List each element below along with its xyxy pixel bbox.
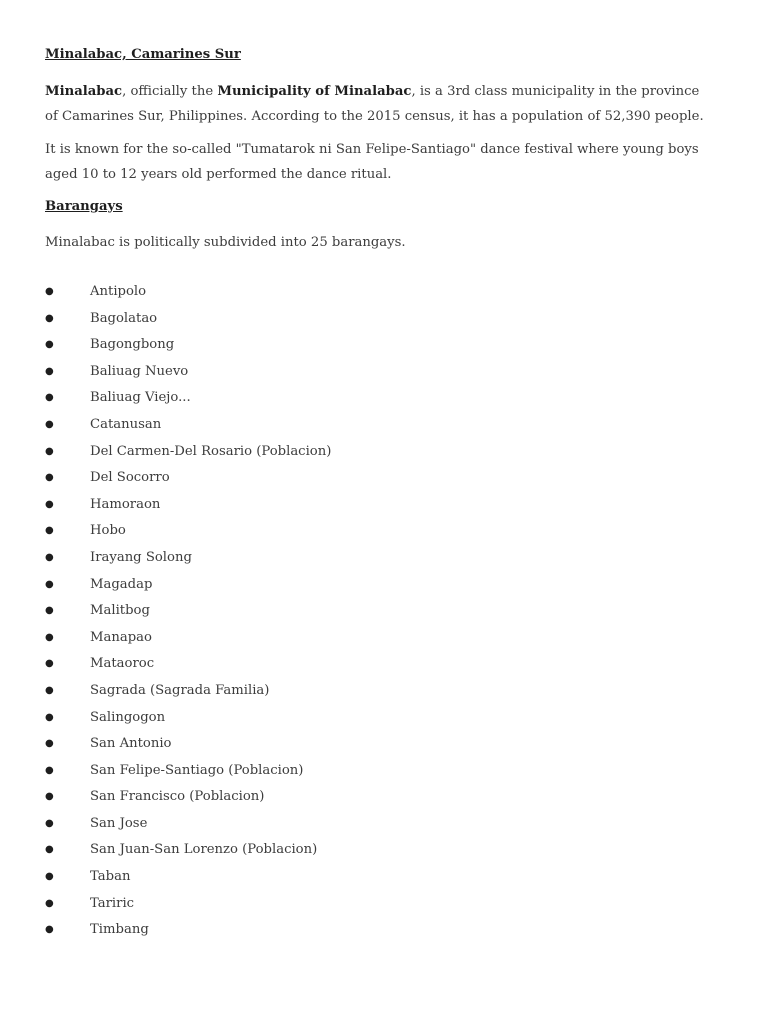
barangay-name: Catanusan — [90, 416, 162, 432]
bullet-icon: ● — [45, 551, 54, 563]
barangay-name: Irayang Solong — [90, 549, 192, 565]
barangay-name: Salingogon — [90, 709, 166, 725]
bullet-icon: ● — [45, 339, 54, 351]
bullet-icon: ● — [45, 472, 54, 484]
bullet-icon: ● — [45, 738, 54, 750]
intro-text-1: , officially the — [122, 84, 218, 99]
list-item — [45, 864, 708, 891]
barangay-name: Hobo — [90, 523, 126, 539]
barangay-name: San Juan-San Lorenzo (Poblacion) — [90, 842, 318, 858]
barangays-heading: Barangays — [45, 199, 123, 214]
list-item — [45, 811, 708, 838]
list-item — [45, 731, 708, 758]
bullet-icon: ● — [45, 312, 54, 324]
barangay-name: Bagongbong — [90, 337, 175, 353]
bullet-icon: ● — [45, 711, 54, 723]
bullet-icon: ● — [45, 418, 54, 430]
barangay-name: Timbang — [90, 922, 149, 938]
subdivision-paragraph: Minalabac is politically subdivided into 25 barangays. — [45, 235, 406, 250]
bullet-icon: ● — [45, 498, 54, 510]
bullet-icon: ● — [45, 392, 54, 404]
barangay-name: San Antonio — [90, 736, 172, 752]
list-item — [45, 385, 708, 412]
list-item — [45, 306, 708, 333]
bullet-icon: ● — [45, 658, 54, 670]
festival-paragraph: It is known for the so-called "Tumatarok ni San Felipe-Santiago" dance festival where young boys aged 10 to 12 years old performed the dance ritual. — [45, 142, 699, 182]
list-item — [45, 678, 708, 705]
barangay-name: San Felipe-Santiago (Poblacion) — [90, 762, 304, 778]
bullet-icon: ● — [45, 764, 54, 776]
barangay-name: Hamoraon — [90, 496, 161, 512]
list-item — [45, 917, 708, 944]
barangay-name: Antipolo — [90, 284, 147, 299]
barangay-name: San Francisco (Poblacion) — [90, 789, 265, 805]
list-item — [45, 891, 708, 918]
list-item — [45, 439, 708, 466]
list-item — [45, 492, 708, 519]
bullet-icon: ● — [45, 844, 54, 856]
barangay-name: Del Carmen-Del Rosario (Poblacion) — [90, 443, 332, 459]
intro-text-2: , is a 3rd class municipality in the province of Camarines Sur, Philippines. According to the 2015 census, it has a population of 52,390 people. — [45, 84, 704, 124]
list-item — [45, 518, 708, 545]
list-item — [45, 651, 708, 678]
bullet-icon: ● — [45, 286, 54, 297]
list-item — [45, 837, 708, 864]
barangay-name: Sagrada (Sagrada Familia) — [90, 682, 270, 698]
official-name: Municipality of Minalabac — [217, 84, 412, 99]
list-item — [45, 572, 708, 599]
barangay-name: Magadap — [90, 576, 153, 592]
bullet-icon: ● — [45, 445, 54, 457]
barangay-name: Baliuag Viejo... — [90, 390, 191, 406]
barangay-name: Baliuag Nuevo — [90, 363, 189, 379]
bullet-icon: ● — [45, 817, 54, 829]
list-item — [45, 758, 708, 785]
bullet-icon: ● — [45, 365, 54, 377]
bullet-icon: ● — [45, 684, 54, 696]
list-item — [45, 332, 708, 359]
barangay-name: Mataoroc — [90, 656, 155, 672]
municipality-name: Minalabac — [45, 84, 123, 99]
page-title: Minalabac, Camarines Sur — [45, 47, 241, 62]
list-item — [45, 784, 708, 811]
bullet-icon: ● — [45, 578, 54, 590]
list-item — [45, 598, 708, 625]
list-item — [45, 545, 708, 572]
barangay-name: Taban — [90, 869, 131, 885]
barangay-name: Malitbog — [90, 603, 150, 619]
barangay-name: Manapao — [90, 629, 152, 645]
barangay-name: San Jose — [90, 815, 148, 831]
bullet-icon: ● — [45, 791, 54, 803]
bullet-icon: ● — [45, 924, 54, 936]
list-item — [45, 359, 708, 386]
list-item — [45, 465, 708, 492]
intro-paragraph — [45, 79, 708, 129]
barangay-name: Bagolatao — [90, 310, 158, 326]
barangay-name: Tariric — [90, 895, 135, 911]
bullet-icon: ● — [45, 871, 54, 883]
bullet-icon: ● — [45, 525, 54, 537]
bullet-icon: ● — [45, 631, 54, 643]
list-item — [45, 705, 708, 732]
bullet-icon: ● — [45, 897, 54, 909]
list-item — [45, 625, 708, 652]
list-item — [45, 279, 708, 306]
list-item — [45, 412, 708, 439]
barangay-list — [45, 279, 708, 944]
bullet-icon: ● — [45, 605, 54, 617]
barangay-name: Del Socorro — [90, 470, 170, 486]
